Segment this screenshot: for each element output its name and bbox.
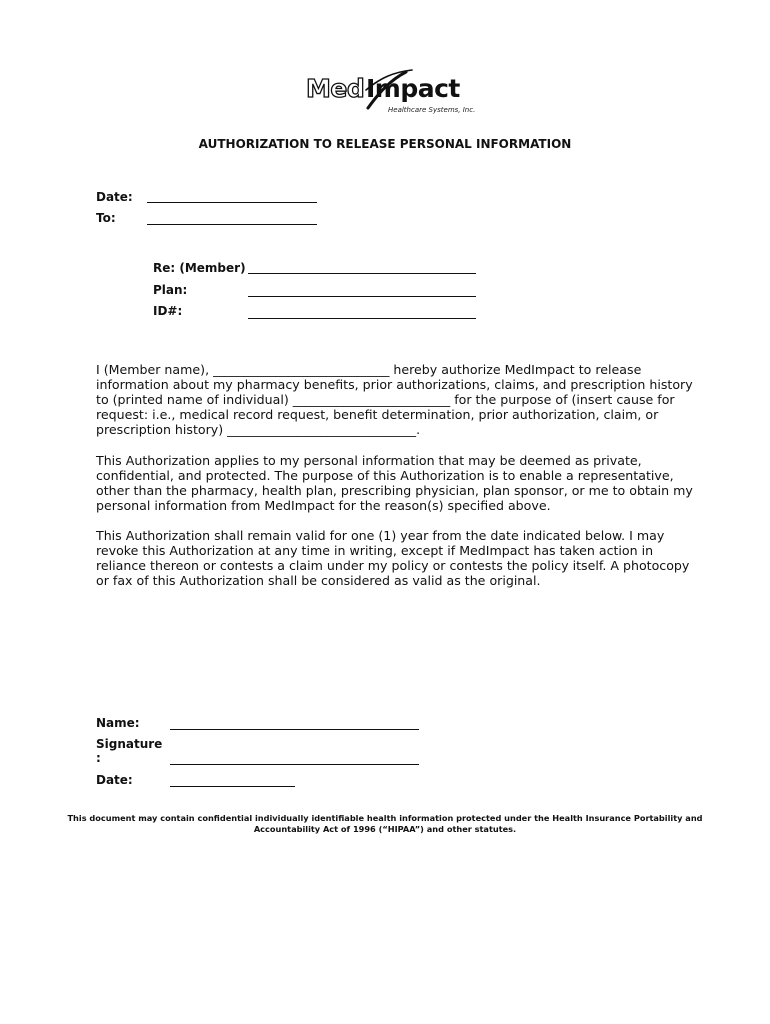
id-blank-line[interactable]	[248, 318, 476, 319]
signature-label: Signature	[96, 737, 163, 751]
signature-blank-line[interactable]	[170, 764, 419, 765]
scope-paragraph: This Authorization applies to my personal information that may be deemed as private, confidential, and protected. The purpose of this Authorization is to enable a representative, other than the pharmacy, health plan, prescribing physician, plan sponsor, or me to obtain my personal information from MedImpact for the reason(s) specified above.	[96, 453, 693, 513]
validity-paragraph: This Authorization shall remain valid for one (1) year from the date indicated below. I may revoke this Authorization at any time in writing, except if MedImpact has taken action in reliance thereon or contests a claim under my policy or contests the policy itself. A photocopy or fax of this Authorization shall be considered as valid as the original.	[96, 528, 690, 588]
date-blank-line[interactable]	[147, 202, 317, 203]
document-title: AUTHORIZATION TO RELEASE PERSONAL INFORMATION	[198, 137, 572, 151]
plan-blank-line[interactable]	[248, 296, 476, 297]
to-label: To:	[96, 211, 116, 225]
id-label: ID#:	[153, 304, 183, 318]
authorization-paragraph: I (Member name), ____________________________ hereby authorize MedImpact to release information about my pharmacy benefits, prior authorizations, claims, and prescription history to (printed name of individual) _________________________ for the purpose of (insert cause for request: i.e., medical record request, benefit determination, prior authorization, claim, or prescription history) ______________________________.	[96, 362, 693, 437]
name-blank-line[interactable]	[170, 729, 419, 730]
logo-subtitle: Healthcare Systems, Inc.	[388, 106, 476, 114]
signature-date-blank-line[interactable]	[170, 786, 295, 787]
signature-label-colon: :	[96, 751, 101, 765]
to-blank-line[interactable]	[147, 224, 317, 225]
logo-text-med: Med	[306, 74, 365, 103]
signature-date-label: Date:	[96, 773, 133, 787]
logo-text-impact: Impact	[366, 74, 460, 103]
hipaa-footer-notice: This document may contain confidential individually identifiable health information protected under the Health Insurance Portability and Accountability Act of 1996 (“HIPAA”) and other statutes.	[67, 813, 703, 834]
member-blank-line[interactable]	[248, 273, 476, 274]
name-label: Name:	[96, 716, 140, 730]
medimpact-logo	[306, 68, 476, 120]
plan-label: Plan:	[153, 283, 188, 297]
date-label: Date:	[96, 190, 133, 204]
member-label: Re: (Member)	[153, 261, 246, 275]
